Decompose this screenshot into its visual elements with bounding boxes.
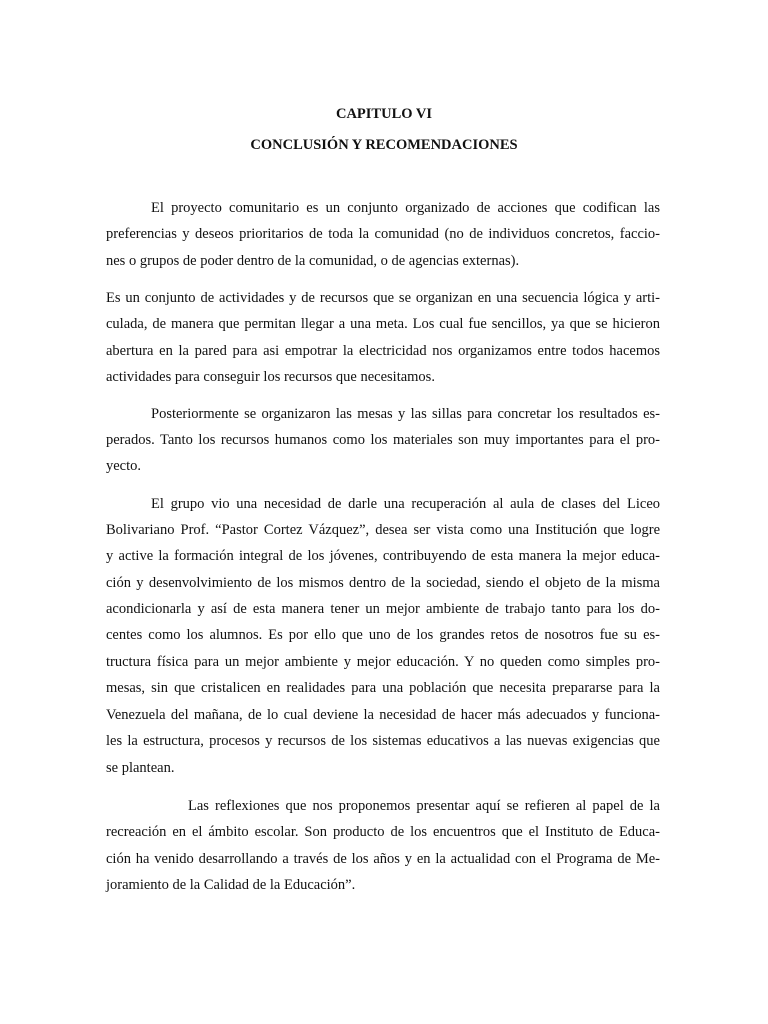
chapter-title: CONCLUSIÓN Y RECOMENDACIONES — [250, 137, 518, 153]
paragraph-4-line-4: ción y desenvolvimiento de los mismos dentro de la sociedad, siendo el objeto de la misma — [106, 575, 660, 591]
paragraph-3-line-3: yecto. — [106, 458, 142, 474]
paragraph-4-line-2: Bolivariano Prof. “Pastor Cortez Vázquez”, desea ser vista como una Institución que logre — [106, 522, 660, 538]
paragraph-1-line-3: nes o grupos de poder dentro de la comunidad, o de agencias externas). — [106, 253, 520, 269]
paragraph-4-line-9: Venezuela del mañana, de lo cual deviene la necesidad de hacer más adecuados y funciona- — [106, 707, 660, 723]
paragraph-2-line-4: actividades para conseguir los recursos que necesitamos. — [106, 369, 435, 385]
paragraph-4-line-6: centes como los alumnos. Es por ello que uno de los grandes retos de nosotros fue su es- — [106, 627, 660, 643]
paragraph-1-line-2: preferencias y deseos prioritarios de toda la comunidad (no de individuos concretos, faccio- — [106, 226, 660, 242]
paragraph-3-line-2: perados. Tanto los recursos humanos como los materiales son muy importantes para el pro- — [106, 432, 660, 448]
chapter-heading: CAPITULO VI — [335, 106, 432, 122]
paragraph-2-line-3: abertura en la pared para asi empotrar la electricidad nos organizamos entre todos hacemos — [106, 343, 660, 359]
paragraph-5-line-3: ción ha venido desarrollando a través de los años y en la actualidad con el Programa de Me- — [106, 851, 660, 867]
paragraph-2-line-2: culada, de manera que permitan llegar a una meta. Los cual fue sencillos, ya que se hicieron — [106, 316, 660, 332]
paragraph-3-line-1: Posteriormente se organizaron las mesas y las sillas para concretar los resultados es- — [151, 406, 660, 422]
paragraph-5-line-2: recreación en el ámbito escolar. Son producto de los encuentros que el Instituto de Educa- — [106, 824, 660, 840]
paragraph-4-line-7: tructura física para un mejor ambiente y mejor educación. Y no queden como simples pro- — [106, 654, 660, 670]
paragraph-5-line-4: joramiento de la Calidad de la Educación”. — [106, 877, 356, 893]
paragraph-4-line-8: mesas, sin que cristalicen en realidades para una población que necesita prepararse para la — [106, 680, 660, 696]
paragraph-4-line-11: se plantean. — [106, 760, 175, 776]
paragraph-4-line-3: y active la formación integral de los jóvenes, contribuyendo de esta manera la mejor educa- — [106, 548, 660, 564]
paragraph-1-line-1: El proyecto comunitario es un conjunto organizado de acciones que codifican las — [151, 200, 660, 216]
paragraph-4-line-5: acondicionarla y así de esta manera tener un mejor ambiente de trabajo tanto para los do- — [106, 601, 660, 617]
paragraph-4-line-1: El grupo vio una necesidad de darle una recuperación al aula de clases del Liceo — [151, 496, 660, 512]
paragraph-2-line-1: Es un conjunto de actividades y de recursos que se organizan en una secuencia lógica y arti- — [106, 290, 660, 306]
paragraph-5-line-1: Las reflexiones que nos proponemos presentar aquí se refieren al papel de la — [188, 798, 660, 814]
paragraph-4-line-10: les la estructura, procesos y recursos de los sistemas educativos a las nuevas exigencias que — [106, 733, 660, 749]
